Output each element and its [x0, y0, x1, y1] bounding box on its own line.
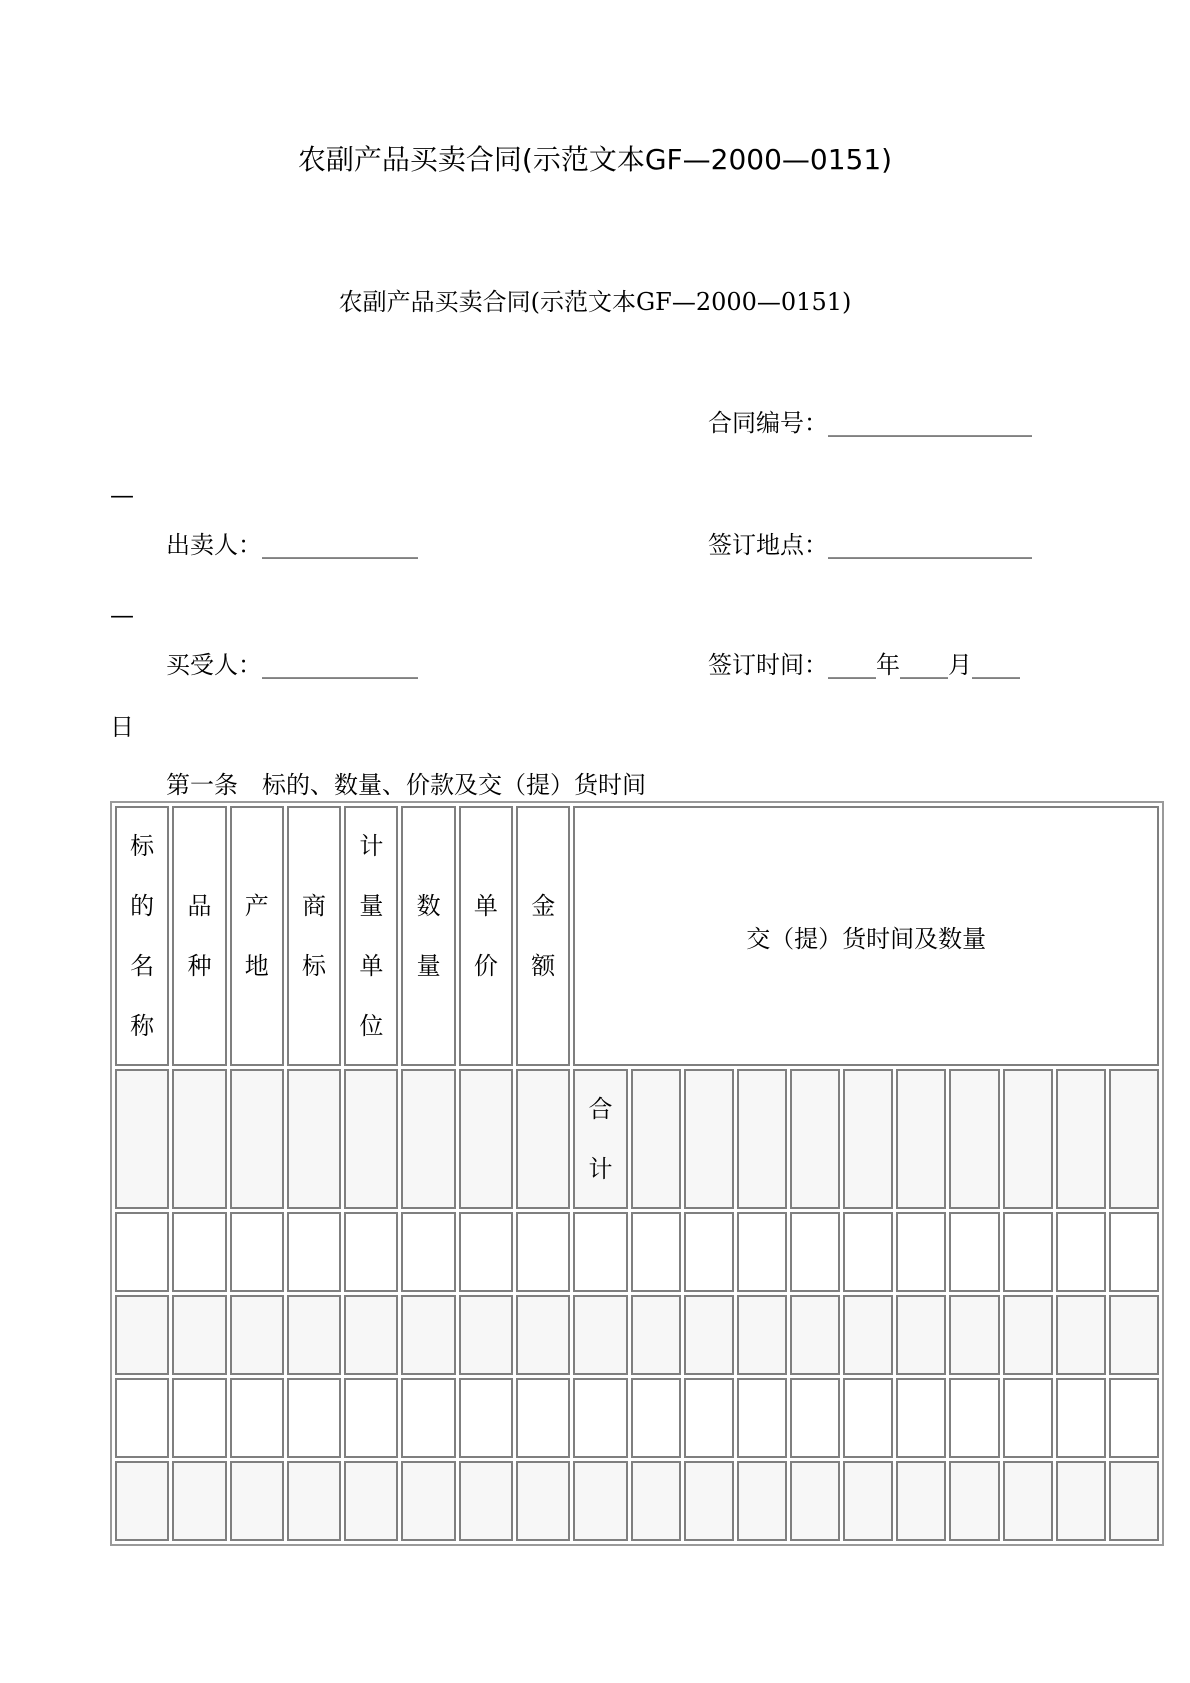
table-row [115, 1212, 1159, 1292]
clause-1-heading: 第一条 标的、数量、价款及交（提）货时间 [166, 771, 646, 799]
contract-number-field: 合同编号：_________________ [708, 409, 1032, 437]
table-row [115, 1069, 1159, 1209]
total-label-cell: 合计 [573, 1069, 627, 1209]
table-header-row [115, 806, 1159, 1066]
header-cell-origin: 产地 [230, 806, 284, 1066]
buyer-field: 买受人：_____________ [166, 651, 418, 679]
document-subtitle: 农副产品买卖合同(示范文本GF—2000—0151) [338, 288, 852, 316]
wrap-dash: — [110, 481, 134, 509]
wrap-dash: — [110, 601, 134, 629]
table-row [115, 1461, 1159, 1541]
header-cell-variety: 品种 [172, 806, 226, 1066]
header-cell-amount: 金额 [516, 806, 570, 1066]
document-title: 农副产品买卖合同(示范文本GF—2000—0151) [297, 143, 893, 176]
table-row [115, 1295, 1159, 1375]
signing-place-field: 签订地点：_________________ [708, 531, 1032, 559]
header-cell-unit-price: 单价 [459, 806, 513, 1066]
header-cell-unit: 计量单位 [344, 806, 398, 1066]
day-label: 日 [110, 713, 134, 741]
signing-time-field: 签订时间：____年____月____ [708, 651, 1020, 679]
goods-table [110, 801, 1164, 1546]
header-cell-item-name: 标的名称 [115, 806, 169, 1066]
header-cell-trademark: 商标 [287, 806, 341, 1066]
seller-field: 出卖人：_____________ [166, 531, 418, 559]
table-row [115, 1378, 1159, 1458]
header-cell-quantity: 数量 [401, 806, 455, 1066]
header-cell-delivery: 交（提）货时间及数量 [573, 806, 1159, 1066]
